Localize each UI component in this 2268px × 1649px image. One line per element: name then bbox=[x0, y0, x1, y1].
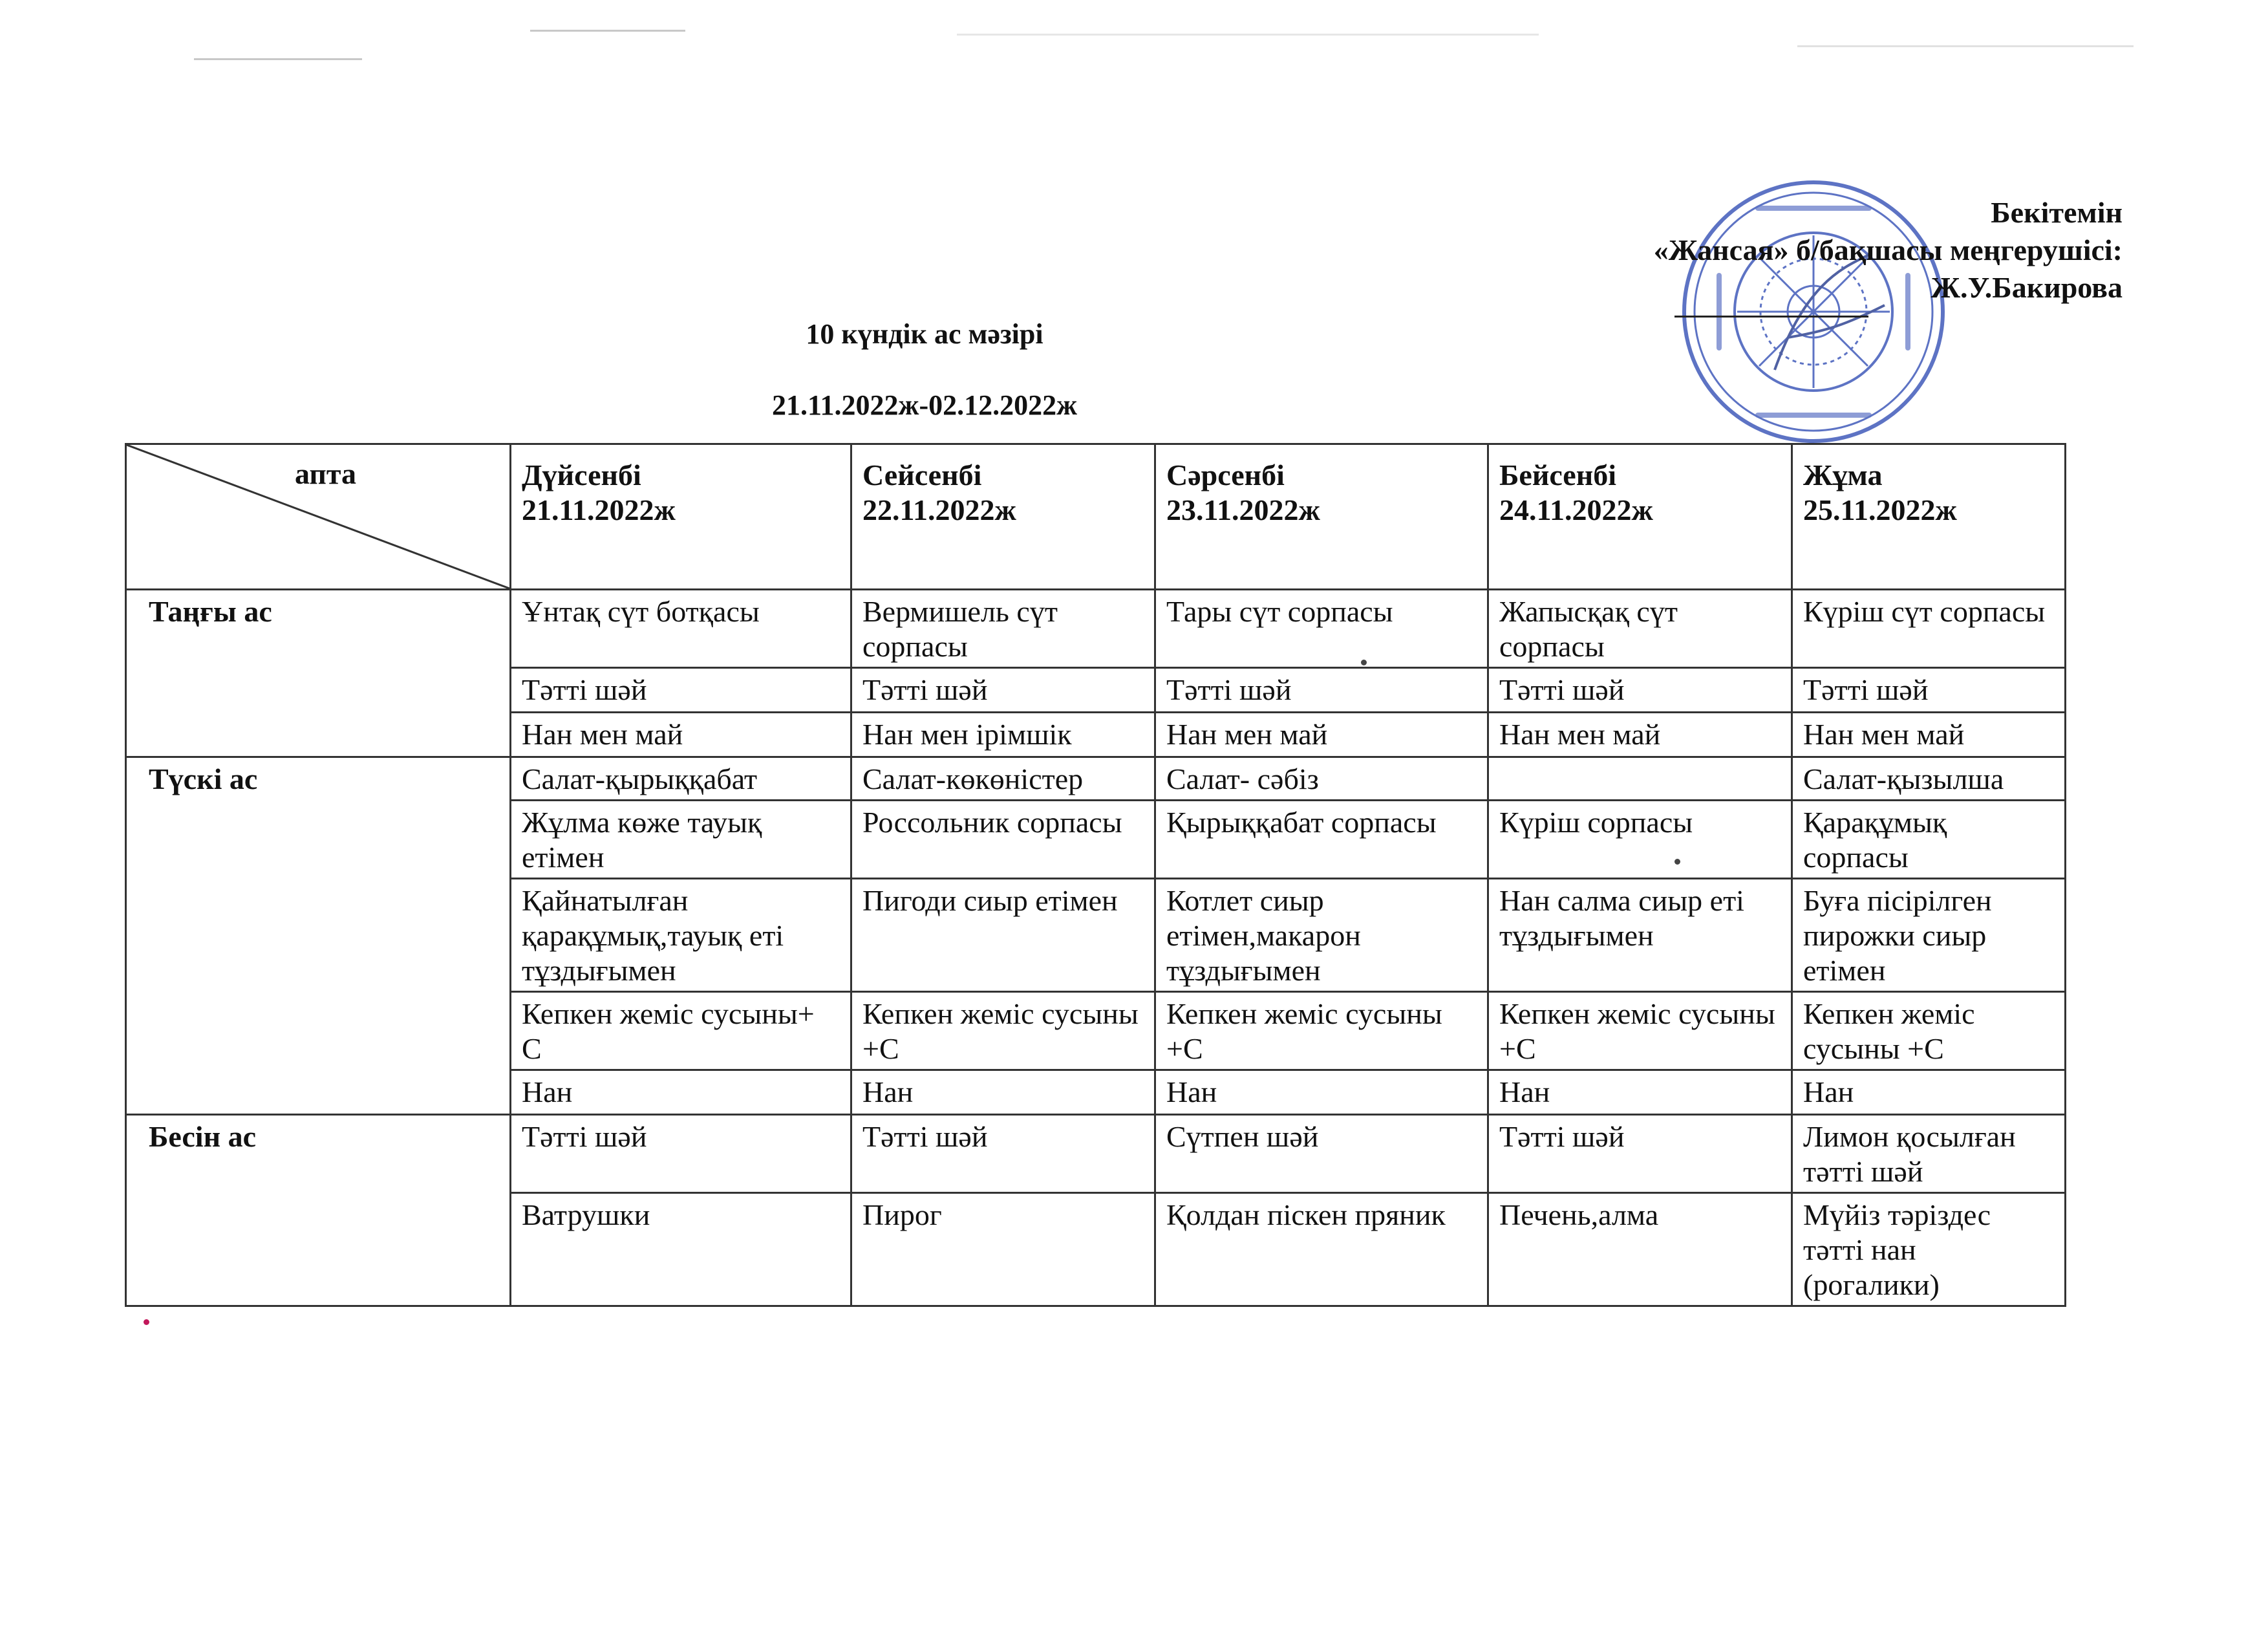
approval-signatory: Ж.У.Бакирова bbox=[1931, 271, 2123, 304]
meal-lunch: Түскі ас bbox=[126, 757, 511, 1115]
scan-mark bbox=[194, 58, 362, 60]
menu-cell: Кепкен жеміс сусыны +С bbox=[1488, 992, 1792, 1070]
menu-cell: Нан мен май bbox=[1488, 713, 1792, 757]
menu-cell: Мүйіз тәріздес тәтті нан (рогалики) bbox=[1792, 1193, 2066, 1306]
menu-cell: Кепкен жеміс сусыны +С bbox=[851, 992, 1155, 1070]
menu-cell: Ватрушки bbox=[511, 1193, 851, 1306]
meal-breakfast: Таңғы ас bbox=[126, 590, 511, 757]
menu-cell: Нан мен май bbox=[511, 713, 851, 757]
menu-cell: Вермишель сүт сорпасы bbox=[851, 590, 1155, 668]
menu-table bbox=[125, 443, 2066, 1307]
day-name: Жұма bbox=[1803, 458, 1883, 491]
document-title: 10 күндік ас мәзірі bbox=[806, 318, 1043, 350]
menu-cell: Пигоди сиыр етімен bbox=[851, 879, 1155, 992]
menu-cell: Тәтті шәй bbox=[1488, 1115, 1792, 1193]
menu-cell: Нан мен май bbox=[1792, 713, 2066, 757]
menu-cell: Қарақұмық сорпасы bbox=[1792, 801, 2066, 879]
menu-cell: Тәтті шәй bbox=[851, 1115, 1155, 1193]
menu-cell: Кепкен жеміс сусыны +С bbox=[1792, 992, 2066, 1070]
menu-cell: Тәтті шәй bbox=[511, 668, 851, 713]
day-header-thursday bbox=[1488, 444, 1792, 590]
menu-cell: Тәтті шәй bbox=[851, 668, 1155, 713]
menu-cell: Нан мен май bbox=[1155, 713, 1488, 757]
menu-cell: Россольник сорпасы bbox=[851, 801, 1155, 879]
menu-row bbox=[126, 757, 2066, 801]
menu-cell: Салат-көкөністер bbox=[851, 757, 1155, 801]
day-header-monday bbox=[511, 444, 851, 590]
menu-cell: Нан bbox=[1155, 1070, 1488, 1115]
menu-cell: Салат-қырыққабат bbox=[511, 757, 851, 801]
menu-cell: Тәтті шәй bbox=[1155, 668, 1488, 713]
menu-cell: Нан салма сиыр еті тұздығымен bbox=[1488, 879, 1792, 992]
menu-cell: Нан мен ірімшік bbox=[851, 713, 1155, 757]
week-label: апта bbox=[295, 457, 357, 490]
menu-row bbox=[126, 590, 2066, 668]
menu-row bbox=[126, 1115, 2066, 1193]
menu-cell: Печень,алма bbox=[1488, 1193, 1792, 1306]
menu-cell: Қайнатылған қарақұмық,тауық еті тұздығымен bbox=[511, 879, 851, 992]
day-name: Дүйсенбі bbox=[522, 458, 641, 491]
menu-cell: Нан bbox=[511, 1070, 851, 1115]
document-period: 21.11.2022ж-02.12.2022ж bbox=[771, 389, 1078, 421]
menu-cell: Нан bbox=[1488, 1070, 1792, 1115]
menu-cell: Сүтпен шәй bbox=[1155, 1115, 1488, 1193]
day-name: Бейсенбі bbox=[1499, 458, 1617, 491]
menu-cell: Қолдан піскен пряник bbox=[1155, 1193, 1488, 1306]
scan-dot bbox=[1361, 660, 1367, 665]
day-header-friday bbox=[1792, 444, 2066, 590]
day-date: 23.11.2022ж bbox=[1166, 493, 1320, 526]
menu-cell: Күріш сүт сорпасы bbox=[1792, 590, 2066, 668]
day-date: 22.11.2022ж bbox=[862, 493, 1016, 526]
menu-cell: Лимон қосылған тәтті шәй bbox=[1792, 1115, 2066, 1193]
menu-cell: Жапысқақ сүт сорпасы bbox=[1488, 590, 1792, 668]
approval-block bbox=[1476, 194, 2123, 307]
scan-dot bbox=[1674, 859, 1680, 865]
approval-position: «Жансая» б/бақшасы меңгерушісі: bbox=[1653, 233, 2123, 266]
signature-line bbox=[1674, 316, 1868, 318]
header-row bbox=[126, 444, 2066, 590]
day-date: 25.11.2022ж bbox=[1803, 493, 1957, 526]
menu-cell: Қырыққабат сорпасы bbox=[1155, 801, 1488, 879]
scan-mark bbox=[957, 34, 1539, 36]
menu-cell: Күріш сорпасы bbox=[1488, 801, 1792, 879]
menu-cell: Жұлма көже тауық етімен bbox=[511, 801, 851, 879]
menu-cell: Котлет сиыр етімен,макарон тұздығымен bbox=[1155, 879, 1488, 992]
scan-mark bbox=[530, 30, 685, 32]
menu-cell: Тәтті шәй bbox=[1488, 668, 1792, 713]
scan-mark bbox=[1797, 45, 2134, 47]
approval-heading: Бекітемін bbox=[1991, 196, 2123, 229]
scan-dot bbox=[144, 1319, 149, 1325]
menu-cell: Тары сүт сорпасы bbox=[1155, 590, 1488, 668]
day-header-tuesday bbox=[851, 444, 1155, 590]
menu-cell bbox=[1488, 757, 1792, 801]
menu-cell: Кепкен жеміс сусыны+ С bbox=[511, 992, 851, 1070]
menu-cell: Ұнтақ сүт ботқасы bbox=[511, 590, 851, 668]
day-name: Сәрсенбі bbox=[1166, 458, 1285, 491]
menu-cell: Тәтті шәй bbox=[1792, 668, 2066, 713]
menu-cell: Пирог bbox=[851, 1193, 1155, 1306]
menu-cell: Нан bbox=[1792, 1070, 2066, 1115]
menu-cell: Буға пісірілген пирожки сиыр етімен bbox=[1792, 879, 2066, 992]
day-name: Сейсенбі bbox=[862, 458, 982, 491]
menu-cell: Салат-қызылша bbox=[1792, 757, 2066, 801]
menu-cell: Салат- сәбіз bbox=[1155, 757, 1488, 801]
day-header-wednesday bbox=[1155, 444, 1488, 590]
corner-cell bbox=[126, 444, 511, 590]
meal-afternoon-snack: Бесін ас bbox=[126, 1115, 511, 1306]
menu-cell: Кепкен жеміс сусыны +С bbox=[1155, 992, 1488, 1070]
day-date: 21.11.2022ж bbox=[522, 493, 676, 526]
menu-cell: Тәтті шәй bbox=[511, 1115, 851, 1193]
menu-cell: Нан bbox=[851, 1070, 1155, 1115]
day-date: 24.11.2022ж bbox=[1499, 493, 1653, 526]
